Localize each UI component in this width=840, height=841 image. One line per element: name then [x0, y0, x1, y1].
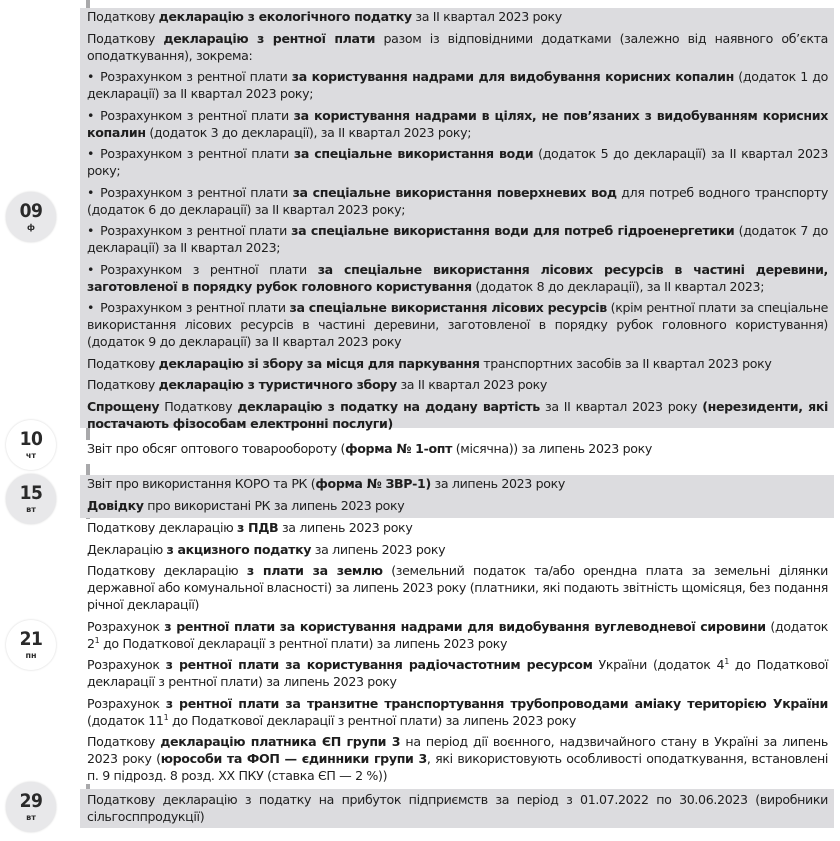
date-number: 09	[19, 199, 43, 222]
text: Розрахунком з рентної плати	[100, 223, 292, 238]
bold-text: з плати за землю	[246, 563, 383, 578]
deadline-item	[87, 791, 828, 825]
superscript: 1	[724, 656, 729, 666]
text: Податкову декларацію	[87, 563, 247, 578]
superscript: 1	[94, 635, 100, 645]
text: , які використовують особливості оподаткування, встановлені п. 9 підрозд. 8 розд. ХХ ПКУ (ставка ЄП — 2 %))	[87, 751, 828, 783]
bold-text: декларацію з туристичного збору	[158, 377, 397, 392]
bullet-item	[87, 145, 828, 179]
text: (додаток 2	[87, 618, 828, 651]
text: Податкову	[87, 734, 161, 749]
bold-text: Довідку	[87, 497, 144, 513]
day-10-entries	[80, 440, 834, 464]
date-number: 10	[19, 427, 43, 450]
text: (додаток 8 до декларації), за II квартал 2023;	[471, 278, 765, 294]
deadline-item	[87, 695, 828, 729]
bold-text: з рентної плати за користування радіочастотним ресурсом	[165, 657, 593, 672]
day-15-entries	[80, 475, 834, 518]
text: Розрахунком з рентної плати	[100, 261, 318, 277]
date-number: 15	[19, 481, 43, 504]
text: до Податкової декларації з рентної плати) за липень 2023 року	[168, 712, 577, 728]
date-number: 29	[19, 789, 43, 812]
deadline-item	[87, 30, 828, 64]
deadline-item	[87, 398, 828, 432]
text: Податкову	[87, 355, 159, 371]
bold-text: за користування надрами в цілях, не пов’язаних з видобуванням корисних копалин	[87, 107, 828, 140]
bold-text: з рентної плати за користування надрами для видобування вуглеводневої сировини	[164, 618, 766, 634]
bold-text: за спеціальне використання води	[293, 146, 534, 161]
bold-text: форма № 1-опт	[345, 441, 453, 456]
date-number: 21	[19, 627, 43, 650]
bold-text: (нерезиденти, які постачають фізособам електронні послуги)	[87, 398, 829, 431]
bold-text: з ПДВ	[237, 520, 279, 535]
deadline-item	[87, 541, 828, 558]
deadline-item	[87, 656, 828, 690]
text: (додаток 1 до декларації) за II квартал 2023 року;	[87, 69, 829, 101]
text: разом із відповідними додатками (залежно від наявного об’єкта оподаткування), зокрема:	[87, 30, 828, 63]
deadline-item	[87, 519, 828, 536]
bold-text: декларацію зі збору за місця для паркування	[158, 355, 480, 371]
superscript: 1	[163, 712, 169, 722]
text: за II квартал 2023 року	[539, 398, 703, 414]
text: Розрахунком з рентної плати	[100, 69, 292, 84]
text: за II квартал 2023 року	[411, 9, 562, 24]
deadline-item	[87, 440, 828, 457]
bold-text: з рентної плати за транзитне транспортування трубопроводами аміаку територією України	[165, 695, 828, 711]
text: (крім рентної плати за спеціальне використання лісових ресурсів в частині деревини, заготовленої в порядку рубок головного користування) (додаток 9 до декларації) за II квартал 2023 року	[87, 300, 829, 349]
text: Звіт про використання КОРО та РК (	[87, 476, 316, 491]
text: за липень 2023 року	[311, 541, 446, 557]
text: за липень 2023 року	[430, 476, 565, 491]
bold-text: декларацію з податку на додану вартість	[237, 398, 540, 414]
bullet-icon: •	[87, 107, 95, 123]
day-21-entries	[80, 519, 834, 784]
bullet-item	[87, 261, 828, 295]
text: Податкову	[159, 398, 238, 414]
bullet-icon: •	[87, 184, 95, 200]
bullet-item	[87, 184, 828, 218]
bullet-icon: •	[87, 223, 95, 238]
date-badge-09	[6, 192, 56, 242]
bullet-item	[87, 299, 828, 350]
weekday-label: ф	[27, 222, 35, 232]
day-29-entries	[80, 789, 834, 828]
text: (додаток 5 до декларації) за II квартал 2023 року;	[87, 146, 829, 178]
bold-text: за спеціальне використання води для потреб гідроенергетики	[291, 223, 735, 238]
text: Розрахунком з рентної плати	[100, 184, 293, 200]
deadline-item	[87, 497, 828, 514]
bullet-icon: •	[87, 146, 95, 161]
text: України (додаток 4	[592, 657, 725, 672]
text: Звіт про обсяг оптового товарообороту (	[87, 441, 346, 456]
bold-text: за спеціальне використання поверхневих вод	[292, 184, 617, 200]
text: (додаток 7 до декларації) за II квартал 2023;	[87, 223, 829, 255]
text: про використані РК за липень 2023 року	[143, 497, 405, 513]
deadline-item	[87, 733, 828, 784]
text: Податкову декларацію з податку на прибуток підприємств за період з 01.07.2022 по 30.06.2023 (виробники сільгосппродукції)	[87, 792, 828, 824]
text: транспортних засобів за II квартал 2023 року	[479, 355, 772, 371]
deadline-item	[87, 8, 828, 25]
text: (місячна)) за липень 2023 року	[452, 441, 652, 456]
bullet-item	[87, 68, 828, 102]
text: Податкову	[87, 377, 159, 392]
weekday-label: пн	[25, 650, 37, 660]
bold-text: форма № ЗВР-1)	[315, 476, 431, 491]
deadline-item	[87, 562, 828, 613]
text: Розрахунок	[87, 657, 166, 672]
date-badge-21	[6, 620, 56, 670]
bold-text: юрособи та ФОП — єдинники групи 3	[160, 751, 427, 766]
text: (додаток 11	[87, 712, 164, 728]
bold-text: з акцизного податку	[166, 541, 312, 557]
text: Розрахунком з рентної плати	[100, 146, 294, 161]
text: за липень 2023 року	[278, 520, 413, 535]
date-badge-10	[6, 420, 56, 470]
bullet-icon: •	[87, 300, 95, 315]
bold-text: за спеціальне використання лісових ресурсів	[289, 300, 607, 315]
text: Податкову	[87, 30, 164, 46]
text: на період дії воєнного, надзвичайного стану в Україні за липень 2023 року (	[87, 734, 828, 766]
weekday-label: вт	[26, 504, 36, 514]
bullet-item	[87, 107, 828, 141]
weekday-label: вт	[26, 812, 36, 822]
weekday-label: чт	[25, 450, 37, 460]
text: Розрахунок	[87, 618, 165, 634]
deadline-item	[87, 618, 828, 652]
deadline-item	[87, 376, 828, 393]
date-badge-15	[6, 474, 56, 524]
text: Декларацію	[87, 541, 167, 557]
deadline-item	[87, 355, 828, 372]
text: Розрахунком з рентної плати	[100, 107, 294, 123]
bold-text: декларацію з рентної плати	[163, 30, 376, 46]
deadline-item	[87, 475, 828, 492]
date-badge-29	[6, 782, 56, 832]
bold-text: за користування надрами для видобування корисних копалин	[291, 69, 734, 84]
text: для потреб водного транспорту (додаток 6 до декларації) за II квартал 2023 року;	[87, 184, 828, 217]
bullet-icon: •	[87, 69, 95, 84]
text: (земельний податок та/або орендна плата за земельні ділянки державної або комунальної власності) за липень 2023 року (платники, які подають звітність щомісяця, без подання річної декларації)	[87, 563, 828, 612]
bold-text: Спрощену	[87, 398, 160, 414]
day-09-entries	[80, 8, 834, 431]
bullet-icon: •	[87, 261, 95, 277]
text: (додаток 3 до декларації), за II квартал 2023 року;	[145, 124, 472, 140]
text: до Податкової декларації з рентної плати) за липень 2023 року	[87, 657, 828, 689]
text: до Податкової декларації з рентної плати) за липень 2023 року	[99, 635, 508, 651]
bold-text: декларацію платника ЄП групи 3	[160, 734, 401, 749]
text: Податкову декларацію	[87, 520, 237, 535]
text: Розрахунком з рентної плати	[100, 300, 290, 315]
text: Розрахунок	[87, 695, 166, 711]
text: Податкову	[87, 9, 159, 24]
bold-text: за спеціальне використання лісових ресурсів в частині деревини, заготовленої в порядку рубок головного користування	[87, 261, 828, 294]
bullet-item	[87, 222, 828, 256]
bold-text: декларацію з екологічного податку	[158, 9, 412, 24]
text: за II квартал 2023 року	[396, 377, 547, 392]
